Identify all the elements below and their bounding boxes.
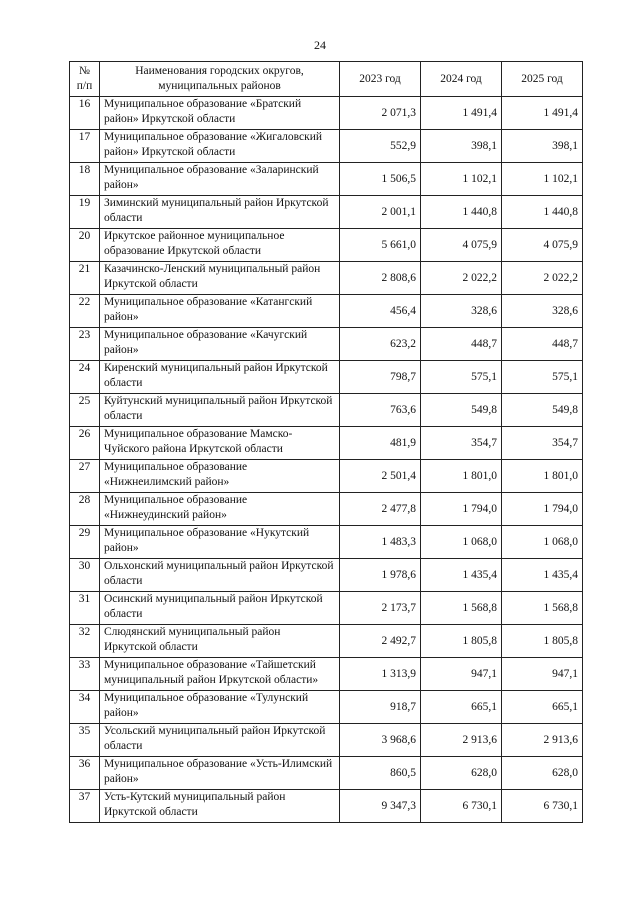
value-2024-cell: 575,1 (421, 361, 502, 394)
header-2023: 2023 год (340, 62, 421, 97)
row-number-cell: 28 (70, 493, 100, 526)
value-2023-cell: 1 978,6 (340, 559, 421, 592)
row-number-cell: 29 (70, 526, 100, 559)
table-row (70, 757, 583, 790)
value-2024-cell: 1 102,1 (421, 163, 502, 196)
value-2023-cell: 481,9 (340, 427, 421, 460)
municipality-name-cell: Муниципальное образование «Заларинский район» (100, 163, 340, 196)
value-2024-cell: 628,0 (421, 757, 502, 790)
value-2024-cell: 354,7 (421, 427, 502, 460)
value-2024-cell: 947,1 (421, 658, 502, 691)
table-row (70, 328, 583, 361)
row-number-cell: 25 (70, 394, 100, 427)
table-body (70, 97, 583, 823)
row-number-cell: 20 (70, 229, 100, 262)
row-number-cell: 22 (70, 295, 100, 328)
municipality-name-cell: Муниципальное образование «Катангский район» (100, 295, 340, 328)
value-2025-cell: 1 805,8 (502, 625, 583, 658)
value-2025-cell: 1 568,8 (502, 592, 583, 625)
table-row (70, 163, 583, 196)
value-2025-cell: 628,0 (502, 757, 583, 790)
value-2025-cell: 398,1 (502, 130, 583, 163)
row-number-cell: 24 (70, 361, 100, 394)
value-2025-cell: 1 794,0 (502, 493, 583, 526)
table-row (70, 493, 583, 526)
row-number-cell: 31 (70, 592, 100, 625)
municipality-name-cell: Осинский муниципальный район Иркутской области (100, 592, 340, 625)
row-number-cell: 34 (70, 691, 100, 724)
row-number-cell: 36 (70, 757, 100, 790)
table-row (70, 427, 583, 460)
municipality-name-cell: Муниципальное образование «Жигаловский район» Иркутской области (100, 130, 340, 163)
value-2023-cell: 918,7 (340, 691, 421, 724)
municipality-name-cell: Муниципальное образование «Тулунский район» (100, 691, 340, 724)
value-2024-cell: 2 022,2 (421, 262, 502, 295)
municipality-name-cell: Муниципальное образование «Нукутский район» (100, 526, 340, 559)
table-row (70, 559, 583, 592)
value-2023-cell: 2 808,6 (340, 262, 421, 295)
value-2025-cell: 2 913,6 (502, 724, 583, 757)
value-2025-cell: 448,7 (502, 328, 583, 361)
value-2024-cell: 2 913,6 (421, 724, 502, 757)
value-2023-cell: 1 313,9 (340, 658, 421, 691)
value-2024-cell: 1 440,8 (421, 196, 502, 229)
municipality-name-cell: Муниципальное образование «Нижнеилимский район» (100, 460, 340, 493)
table-row (70, 691, 583, 724)
value-2024-cell: 448,7 (421, 328, 502, 361)
header-name: Наименования городских округов, муниципальных районов (100, 62, 340, 97)
municipality-name-cell: Казачинско-Ленский муниципальный район Иркутской области (100, 262, 340, 295)
value-2025-cell: 665,1 (502, 691, 583, 724)
value-2023-cell: 2 501,4 (340, 460, 421, 493)
value-2023-cell: 798,7 (340, 361, 421, 394)
value-2024-cell: 549,8 (421, 394, 502, 427)
value-2023-cell: 623,2 (340, 328, 421, 361)
row-number-cell: 26 (70, 427, 100, 460)
municipality-name-cell: Муниципальное образование «Нижнеудинский район» (100, 493, 340, 526)
value-2025-cell: 1 435,4 (502, 559, 583, 592)
table-row (70, 97, 583, 130)
value-2025-cell: 328,6 (502, 295, 583, 328)
row-number-cell: 32 (70, 625, 100, 658)
header-2025: 2025 год (502, 62, 583, 97)
header-num: № п/п (70, 62, 100, 97)
value-2025-cell: 4 075,9 (502, 229, 583, 262)
value-2025-cell: 354,7 (502, 427, 583, 460)
table-row (70, 658, 583, 691)
municipality-name-cell: Усольский муниципальный район Иркутской области (100, 724, 340, 757)
row-number-cell: 17 (70, 130, 100, 163)
value-2023-cell: 2 492,7 (340, 625, 421, 658)
value-2024-cell: 4 075,9 (421, 229, 502, 262)
table-row (70, 460, 583, 493)
value-2024-cell: 1 568,8 (421, 592, 502, 625)
table-row (70, 295, 583, 328)
value-2023-cell: 2 001,1 (340, 196, 421, 229)
table-row (70, 361, 583, 394)
value-2024-cell: 1 805,8 (421, 625, 502, 658)
municipality-name-cell: Муниципальное образование «Тайшетский муниципальный район Иркутской области» (100, 658, 340, 691)
value-2023-cell: 552,9 (340, 130, 421, 163)
value-2023-cell: 3 968,6 (340, 724, 421, 757)
table-row (70, 724, 583, 757)
value-2023-cell: 763,6 (340, 394, 421, 427)
value-2024-cell: 328,6 (421, 295, 502, 328)
municipality-name-cell: Зиминский муниципальный район Иркутской области (100, 196, 340, 229)
row-number-cell: 30 (70, 559, 100, 592)
table-row (70, 196, 583, 229)
table-row (70, 790, 583, 823)
value-2023-cell: 2 477,8 (340, 493, 421, 526)
value-2024-cell: 6 730,1 (421, 790, 502, 823)
value-2025-cell: 575,1 (502, 361, 583, 394)
value-2023-cell: 5 661,0 (340, 229, 421, 262)
table-row (70, 130, 583, 163)
value-2023-cell: 2 173,7 (340, 592, 421, 625)
value-2023-cell: 456,4 (340, 295, 421, 328)
table-row (70, 229, 583, 262)
value-2023-cell: 9 347,3 (340, 790, 421, 823)
table-row (70, 394, 583, 427)
value-2024-cell: 1 801,0 (421, 460, 502, 493)
page-number: 24 (314, 38, 326, 52)
row-number-cell: 19 (70, 196, 100, 229)
value-2024-cell: 1 491,4 (421, 97, 502, 130)
municipality-name-cell: Иркутское районное муниципальное образование Иркутской области (100, 229, 340, 262)
table-row (70, 625, 583, 658)
row-number-cell: 21 (70, 262, 100, 295)
value-2025-cell: 1 440,8 (502, 196, 583, 229)
value-2025-cell: 947,1 (502, 658, 583, 691)
value-2023-cell: 1 483,3 (340, 526, 421, 559)
municipal-data-table (69, 61, 583, 823)
row-number-cell: 33 (70, 658, 100, 691)
municipality-name-cell: Слюдянский муниципальный район Иркутской области (100, 625, 340, 658)
value-2025-cell: 6 730,1 (502, 790, 583, 823)
header-2024: 2024 год (421, 62, 502, 97)
table-row (70, 262, 583, 295)
row-number-cell: 18 (70, 163, 100, 196)
municipality-name-cell: Ольхонский муниципальный район Иркутской области (100, 559, 340, 592)
municipality-name-cell: Муниципальное образование «Усть-Илимский район» (100, 757, 340, 790)
table-row (70, 592, 583, 625)
municipality-name-cell: Куйтунский муниципальный район Иркутской области (100, 394, 340, 427)
value-2024-cell: 1 794,0 (421, 493, 502, 526)
value-2024-cell: 1 435,4 (421, 559, 502, 592)
value-2024-cell: 398,1 (421, 130, 502, 163)
row-number-cell: 23 (70, 328, 100, 361)
value-2025-cell: 1 102,1 (502, 163, 583, 196)
row-number-cell: 27 (70, 460, 100, 493)
row-number-cell: 16 (70, 97, 100, 130)
municipality-name-cell: Усть-Кутский муниципальный район Иркутской области (100, 790, 340, 823)
table-row (70, 526, 583, 559)
value-2023-cell: 860,5 (340, 757, 421, 790)
value-2025-cell: 549,8 (502, 394, 583, 427)
value-2023-cell: 2 071,3 (340, 97, 421, 130)
value-2025-cell: 1 801,0 (502, 460, 583, 493)
value-2024-cell: 1 068,0 (421, 526, 502, 559)
municipality-name-cell: Киренский муниципальный район Иркутской области (100, 361, 340, 394)
table-header-row (70, 62, 583, 97)
value-2024-cell: 665,1 (421, 691, 502, 724)
municipality-name-cell: Муниципальное образование «Братский район» Иркутской области (100, 97, 340, 130)
municipality-name-cell: Муниципальное образование Мамско-Чуйского района Иркутской области (100, 427, 340, 460)
value-2023-cell: 1 506,5 (340, 163, 421, 196)
row-number-cell: 35 (70, 724, 100, 757)
value-2025-cell: 2 022,2 (502, 262, 583, 295)
value-2025-cell: 1 491,4 (502, 97, 583, 130)
row-number-cell: 37 (70, 790, 100, 823)
municipality-name-cell: Муниципальное образование «Качугский район» (100, 328, 340, 361)
value-2025-cell: 1 068,0 (502, 526, 583, 559)
